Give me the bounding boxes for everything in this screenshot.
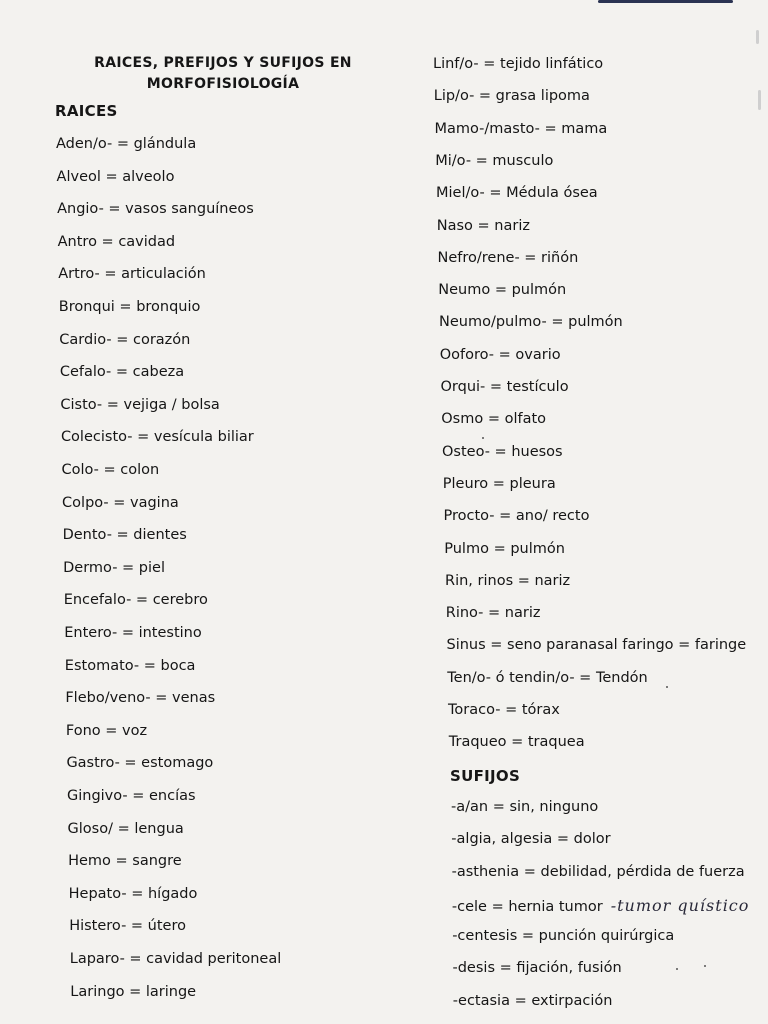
term-entry: Toraco- = tórax bbox=[448, 702, 560, 718]
term-entry: Neumo/pulmo- = pulmón bbox=[439, 314, 623, 331]
term-entry: Artro- = articulación bbox=[58, 266, 206, 283]
term-entry: -a/an = sin, ninguno bbox=[451, 798, 599, 815]
term-entry: Hemo = sangre bbox=[68, 853, 182, 870]
term-entry: Ten/o- ó tendin/o- = Tendón bbox=[447, 669, 648, 686]
term-entry: Antro = cavidad bbox=[57, 233, 176, 250]
scan-speck bbox=[666, 686, 668, 688]
term-entry: Orqui- = testículo bbox=[440, 379, 569, 395]
term-entry: Flebo/veno- = venas bbox=[65, 690, 216, 707]
term-entry: Gastro- = estomago bbox=[66, 755, 214, 772]
term-entry: Gloso/ = lengua bbox=[67, 820, 184, 837]
sufijos-heading: SUFIJOS bbox=[450, 766, 521, 785]
term-entry: Neumo = pulmón bbox=[438, 282, 567, 299]
term-entry: Angio- = vasos sanguíneos bbox=[57, 201, 254, 218]
term-entry: Estomato- = boca bbox=[64, 657, 196, 674]
term-entry: Gingivo- = encías bbox=[67, 788, 196, 804]
scan-edge-mark bbox=[758, 90, 761, 110]
term-entry: Mamo-/masto- = mama bbox=[434, 120, 608, 137]
term-entry: Traqueo = traquea bbox=[448, 734, 585, 751]
term-entry: -cele = hernia tumor -tumor quístico bbox=[451, 895, 750, 915]
scan-speck bbox=[482, 437, 484, 439]
term-entry: Laringo = laringe bbox=[70, 983, 197, 1000]
term-entry: Rin, rinos = nariz bbox=[445, 572, 571, 589]
scan-speck bbox=[704, 965, 706, 967]
term-entry: Cisto- = vejiga / bolsa bbox=[60, 396, 220, 413]
term-entry: Pleuro = pleura bbox=[442, 475, 556, 492]
term-entry: -centesis = punción quirúrgica bbox=[452, 928, 675, 945]
term-entry: Dento- = dientes bbox=[62, 527, 187, 544]
term-entry: Alveol = alveolo bbox=[56, 168, 175, 185]
document-title-line1: RAICES, PREFIJOS Y SUFIJOS EN bbox=[94, 55, 352, 71]
term-entry: Histero- = útero bbox=[69, 918, 186, 935]
term-entry: Miel/o- = Médula ósea bbox=[436, 185, 598, 202]
scan-edge-mark bbox=[598, 0, 733, 3]
term-entry: Lip/o- = grasa lipoma bbox=[433, 88, 590, 105]
term-entry: Fono = voz bbox=[65, 722, 148, 739]
term-entry: Hepato- = hígado bbox=[68, 885, 198, 902]
scan-speck bbox=[676, 968, 678, 970]
term-entry: -desis = fijación, fusión bbox=[452, 960, 622, 977]
scan-edge-mark bbox=[756, 30, 759, 44]
term-entry: Linf/o- = tejido linfático bbox=[433, 56, 604, 72]
term-entry: Colecisto- = vesícula biliar bbox=[60, 429, 254, 446]
handwritten-note: -tumor quístico bbox=[610, 895, 750, 915]
term-entry: Osmo = olfato bbox=[441, 411, 547, 428]
raices-heading: RAICES bbox=[55, 102, 118, 120]
term-entry: Sinus = seno paranasal faringo = faringe bbox=[446, 637, 747, 654]
term-entry: Osteo- = huesos bbox=[442, 443, 563, 460]
term-entry: Naso = nariz bbox=[436, 217, 530, 234]
term-entry: Ooforo- = ovario bbox=[439, 346, 561, 363]
term-entry: Colpo- = vagina bbox=[62, 494, 179, 511]
term-entry: Entero- = intestino bbox=[64, 625, 202, 641]
term-entry: Bronqui = bronquio bbox=[58, 299, 201, 315]
term-entry: Aden/o- = glándula bbox=[56, 136, 197, 152]
term-entry: Encefalo- = cerebro bbox=[63, 592, 208, 609]
term-entry: Rino- = nariz bbox=[445, 605, 541, 622]
term-entry: -asthenia = debilidad, pérdida de fuerza bbox=[451, 863, 745, 880]
term-entry: Mi/o- = musculo bbox=[435, 152, 554, 169]
document-title-line2: MORFOFISIOLOGÍA bbox=[146, 76, 300, 92]
term-entry: Laparo- = cavidad peritoneal bbox=[69, 951, 282, 967]
term-entry: Nefro/rene- = riñón bbox=[437, 249, 579, 266]
term-entry: Pulmo = pulmón bbox=[444, 540, 565, 557]
term-entry: -ectasia = extirpación bbox=[452, 992, 613, 1009]
term-entry: -algia, algesia = dolor bbox=[451, 831, 611, 848]
term-entry: Dermo- = piel bbox=[63, 559, 165, 576]
term-entry: Cardio- = corazón bbox=[59, 331, 191, 348]
term-entry: Procto- = ano/ recto bbox=[443, 508, 590, 525]
term-entry: Colo- = colon bbox=[61, 462, 160, 478]
term-entry: Cefalo- = cabeza bbox=[59, 364, 185, 381]
